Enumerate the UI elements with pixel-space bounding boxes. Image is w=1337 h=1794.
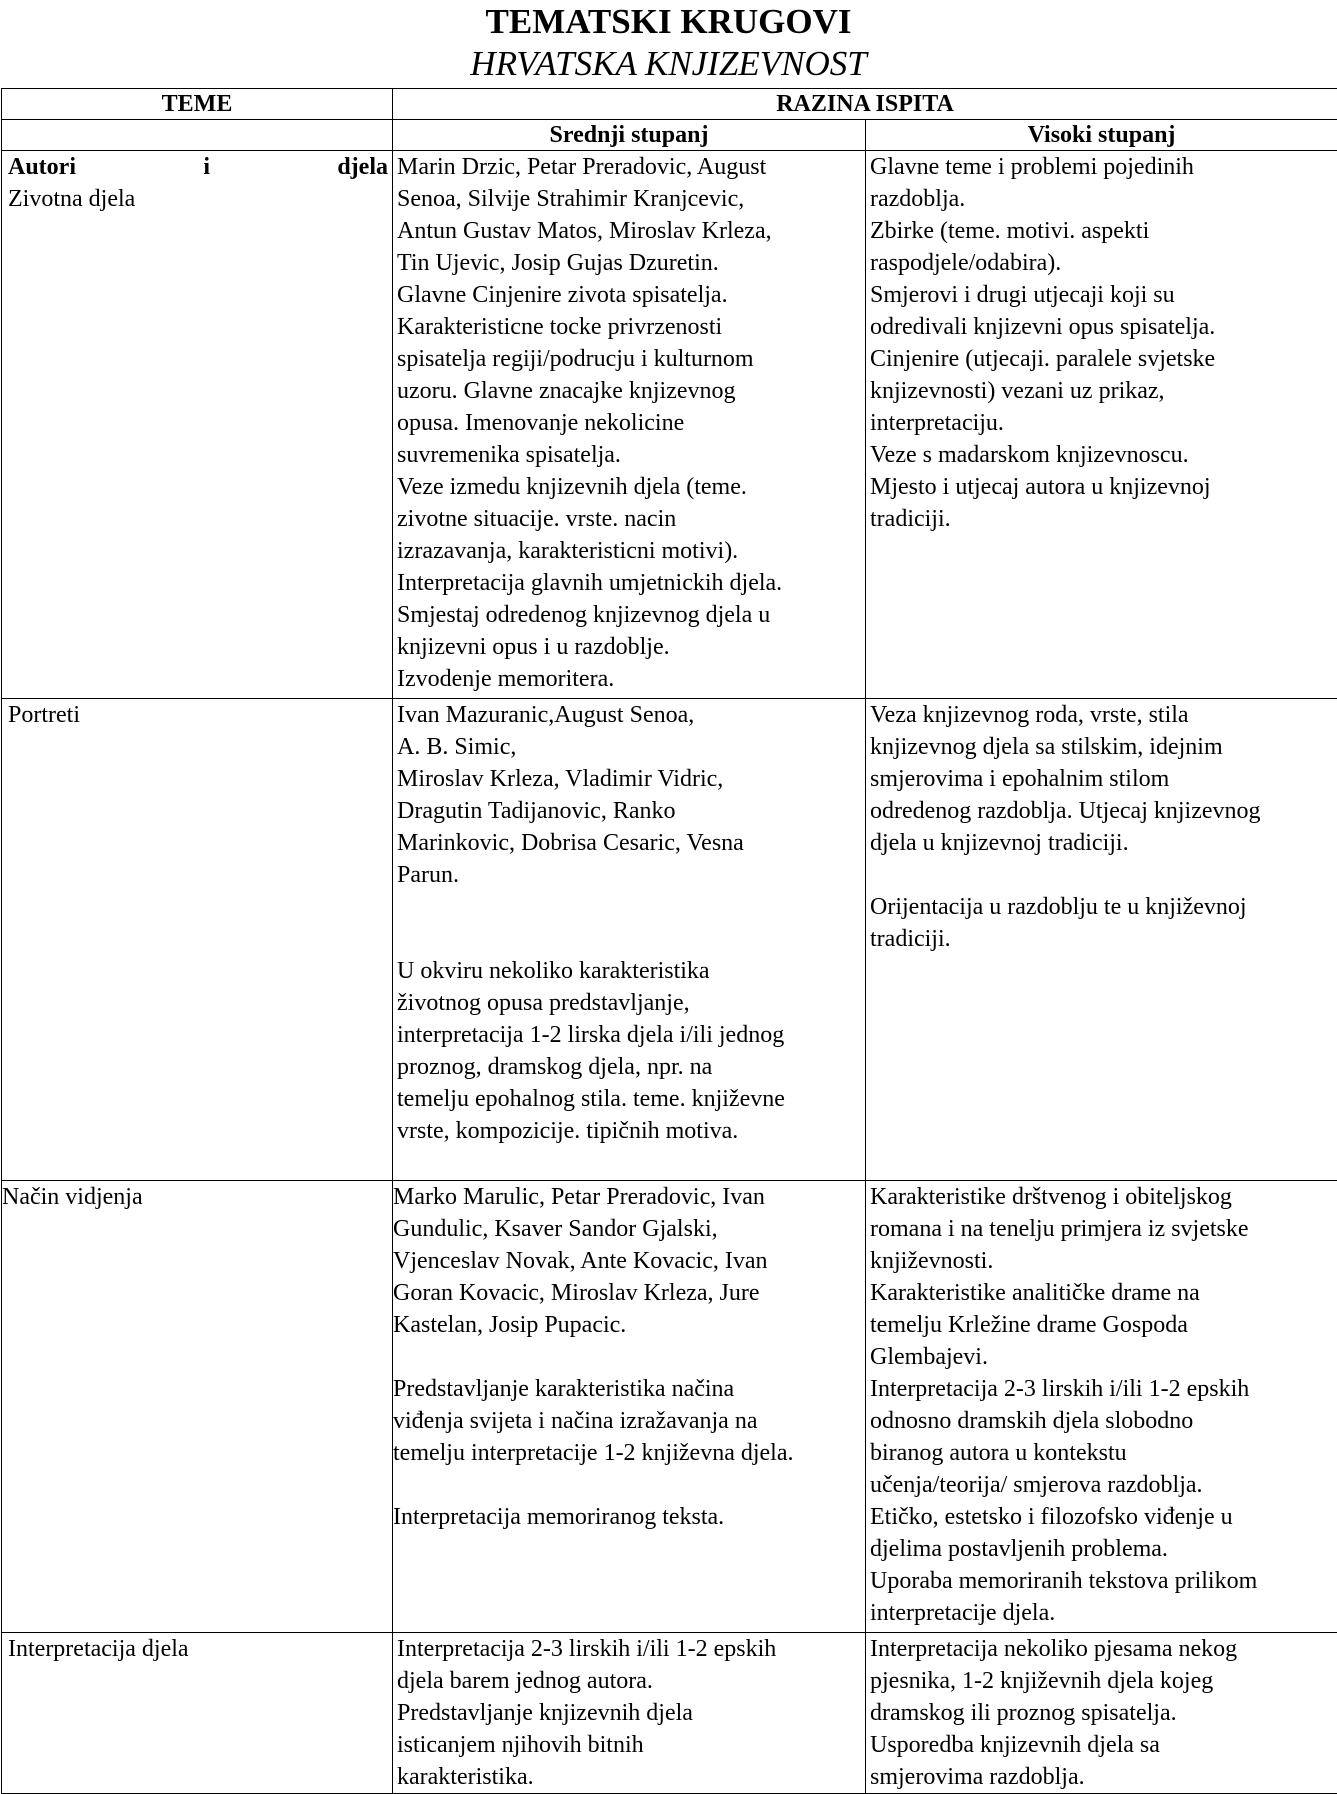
page-subtitle: HRVATSKA KNJIZEVNOST (0, 44, 1337, 84)
table-row (2, 151, 1337, 699)
table-row (2, 1633, 1337, 1794)
theme-cell: Način vidjenja (2, 1181, 393, 1633)
theme-word: Autori (8, 151, 76, 183)
header-teme: TEME (2, 89, 393, 120)
srednji-cell: Marin Drzic, Petar Preradovic, August Senoa, Silvije Strahimir Kranjcevic, Antun Gustav Matos, Miroslav Krleza, Tin Ujevic, Josip Gujas Dzuretin. Glavne Cinjenire zivota spisatelja. Karakteristicne tocke privrzenosti spisatelja regiji/podrucju i kulturnom uzoru. Glavne znacajke knjizevnog opusa. Imenovanje nekolicine suvremenika spisatelja. Veze izmedu knjizevnih djela (teme. zivotne situacije. vrste. nacin izrazavanja, karakteristicni motivi). Interpretacija glavnih umjetnickih djela. Smjestaj odredenog knjizevnog djela u knjizevni opus i u razdoblje. Izvodenje memoritera. (393, 151, 866, 699)
visoki-cell: Veza knjizevnog roda, vrste, stila knjizevnog djela sa stilskim, idejnim smjerovima i epohalnim stilom odredenog razdoblja. Utjecaj knjizevnog djela u knjizevnoj tradiciji. Orijentacija u razdoblju te u književnoj tradiciji. (866, 699, 1337, 1181)
visoki-cell: Interpretacija nekoliko pjesama nekog pjesnika, 1-2 književnih djela kojeg dramskog ili proznog spisatelja. Usporedba knjizevnih djela sa smjerovima razdoblja. (866, 1633, 1337, 1794)
srednji-cell: Marko Marulic, Petar Preradovic, Ivan Gundulic, Ksaver Sandor Gjalski, Vjenceslav Novak, Ante Kovacic, Ivan Goran Kovacic, Miroslav Krleza, Jure Kastelan, Josip Pupacic. Predstavljanje karakteristika načina viđenja svijeta i načina izražavanja na temelju interpretacije 1-2 književna djela. Interpretacija memoriranog teksta. (393, 1181, 866, 1633)
theme-title (8, 151, 388, 183)
header-empty-cell (2, 120, 393, 151)
theme-word: djela (337, 151, 388, 183)
theme-cell: Portreti (2, 699, 393, 1181)
srednji-cell: Interpretacija 2-3 lirskih i/ili 1-2 epskih djela barem jednog autora. Predstavljanje knjizevnih djela isticanjem njihovih bitnih karakteristika. (393, 1633, 866, 1794)
visoki-cell: Karakteristike drštvenog i obiteljskog romana i na tenelju primjera iz svjetske književnosti. Karakteristike analitičke drame na temelju Krležine drame Gospoda Glembajevi. Interpretacija 2-3 lirskih i/ili 1-2 epskih odnosno dramskih djela slobodno biranog autora u kontekstu učenja/teorija/ smjerova razdoblja. Etičko, estetsko i filozofsko viđenje u djelima postavljenih problema. Uporaba memoriranih tekstova prilikom interpretacije djela. (866, 1181, 1337, 1633)
header-razina-ispita: RAZINA ISPITA (393, 89, 1337, 120)
page-title: TEMATSKI KRUGOVI (0, 2, 1337, 42)
table-row (2, 699, 1337, 1181)
table-header-row (2, 89, 1337, 120)
header-srednji-stupanj: Srednji stupanj (393, 120, 866, 151)
theme-word: i (203, 151, 210, 183)
table-row (2, 1181, 1337, 1633)
srednji-cell: Ivan Mazuranic,August Senoa, A. B. Simic, Miroslav Krleza, Vladimir Vidric, Dragutin Tadijanovic, Ranko Marinkovic, Dobrisa Cesaric, Vesna Parun. U okviru nekoliko karakteristika životnog opusa predstavljanje, interpretacija 1-2 lirska djela i/ili jednog proznog, dramskog djela, npr. na temelju epohalnog stila. teme. književne vrste, kompozicije. tipičnih motiva. (393, 699, 866, 1181)
visoki-cell: Glavne teme i problemi pojedinih razdoblja. Zbirke (teme. motivi. aspekti raspodjele/odabira). Smjerovi i drugi utjecaji koji su odredivali knjizevni opus spisatelja. Cinjenire (utjecaji. paralele svjetske knjizevnosti) vezani uz prikaz, interpretaciju. Veze s madarskom knjizevnoscu. Mjesto i utjecaj autora u knjizevnoj tradiciji. (866, 151, 1337, 699)
exam-topics-table (1, 88, 1337, 1794)
theme-cell (2, 151, 393, 699)
theme-cell: Interpretacija djela (2, 1633, 393, 1794)
table-subheader-row (2, 120, 1337, 151)
header-visoki-stupanj: Visoki stupanj (866, 120, 1337, 151)
theme-subtitle: Zivotna djela (8, 183, 388, 215)
